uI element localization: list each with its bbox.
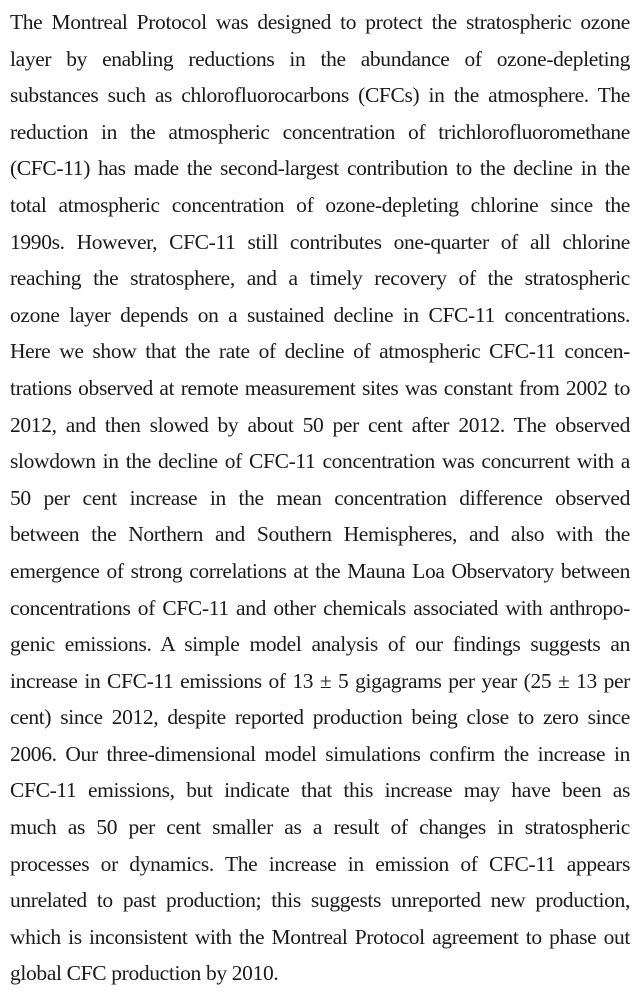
text-line: much as 50 per cent smaller as a result of changes in stratospheric [10, 815, 630, 840]
text-line: substances such as chlorofluorocarbons (CFCs) in the atmosphere. The [10, 83, 630, 108]
text-line: CFC-11 emissions, but indicate that this increase may have been as [10, 778, 630, 803]
text-line: trations observed at remote measurement sites was constant from 2002 to [10, 375, 630, 400]
text-line: reduction in the atmospheric concentration of trichlorofluoromethane [10, 119, 630, 144]
text-line: The Montreal Protocol was designed to protect the stratospheric ozone [10, 10, 630, 34]
abstract-paragraph [10, 4, 630, 992]
text-line: unrelated to past production; this suggests unreported new production, [10, 888, 630, 913]
text-line: layer by enabling reductions in the abundance of ozone-depleting [10, 46, 630, 71]
text-line: ozone layer depends on a sustained decline in CFC-11 concentrations. [10, 302, 630, 327]
text-line: 1990s. However, CFC-11 still contributes one-quarter of all chlorine [10, 229, 630, 254]
text-line: processes or dynamics. The increase in emission of CFC-11 appears [10, 851, 630, 876]
text-line: genic emissions. A simple model analysis of our findings suggests an [10, 632, 630, 657]
text-line: reaching the stratosphere, and a timely recovery of the stratospheric [10, 266, 630, 291]
text-line: cent) since 2012, despite reported production being close to zero since [10, 705, 630, 730]
text-line: Here we show that the rate of decline of atmospheric CFC-11 concen- [10, 339, 630, 364]
text-line: 2006. Our three-dimensional model simulations confirm the increase in [10, 741, 630, 766]
text-line: 50 per cent increase in the mean concentration difference observed [10, 485, 630, 510]
text-line: 2012, and then slowed by about 50 per cent after 2012. The observed [10, 412, 630, 437]
text-line: global CFC production by 2010. [10, 961, 279, 986]
text-line: slowdown in the decline of CFC-11 concentration was concurrent with a [10, 449, 630, 474]
text-line: which is inconsistent with the Montreal Protocol agreement to phase out [10, 924, 630, 949]
text-line: (CFC-11) has made the second-largest contribution to the decline in the [10, 156, 630, 181]
text-line: emergence of strong correlations at the Mauna Loa Observatory between [10, 558, 630, 583]
text-line: total atmospheric concentration of ozone-depleting chlorine since the [10, 192, 630, 217]
text-line: between the Northern and Southern Hemispheres, and also with the [10, 522, 630, 547]
text-line: increase in CFC-11 emissions of 13 ± 5 gigagrams per year (25 ± 13 per [10, 668, 630, 693]
text-line: concentrations of CFC-11 and other chemicals associated with anthropo- [10, 595, 630, 620]
